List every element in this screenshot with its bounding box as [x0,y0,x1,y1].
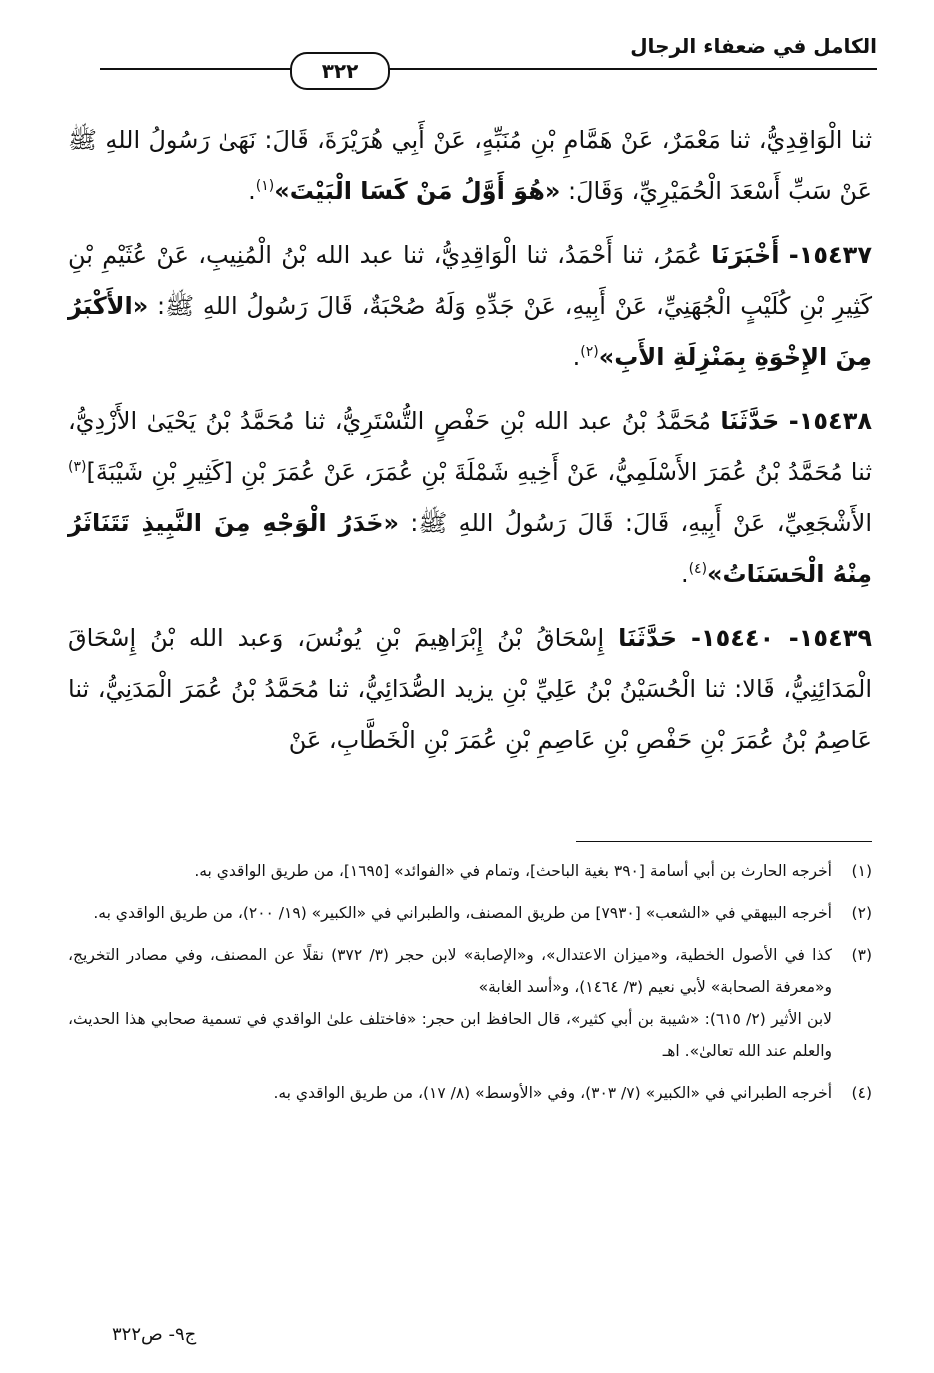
book-title: الكامل في ضعفاء الرجال [630,34,877,58]
entry-15439 [68,613,872,766]
footnote [68,939,872,1067]
footnote-ref: (٣) [68,459,87,475]
hadith-number: ١٥٤٣٧- [788,241,872,269]
entry-15437 [68,230,872,383]
footnote-line: كذا في الأصول الخطية، و«ميزان الاعتدال»، و«الإصابة» لابن حجر (٣/ ٣٧٢) نقلًا عن المصنف، وفي مصادر التخريج، و«معرفة الصحابة» لأبي نعيم (٣/ ١٤٦٤)، و«أسد الغابة» [68,946,832,996]
footnote-line: أخرجه الحارث بن أبي أسامة [٣٩٠ بغية الباحث]، وتمام في «الفوائد» [١٦٩٥]، من طريق الواقدي به. [194,862,832,880]
footnote [68,897,872,929]
entry-continuation [68,115,872,217]
hadith-number: ١٥٤٣٨- [788,407,872,435]
entry-end: . [572,343,581,371]
hadith-quote: «خَدَرُ الْوَجْهِ مِنَ النَّبِيذِ تَتَنَاثَرُ مِنْهُ الْحَسَنَاتُ» [68,509,872,588]
footnote-text [68,939,832,1067]
narration-word: حَدَّثَنَا [618,624,678,652]
footnote-line: أخرجه البيهقي في «الشعب» [٧٩٣٠] من طريق المصنف، والطبراني في «الكبير» (١٩/ ٢٠٠)، من طريق الواقدي به. [93,904,832,922]
footnote-ref: (٢) [580,344,599,360]
footnote [68,1077,872,1109]
footnote-number: (٣) [851,946,872,964]
entry-end: . [248,177,256,205]
footnote-text [68,1077,832,1109]
entry-text: إِسْحَاقُ بْنُ إِبْرَاهِيمَ بْنِ يُونُسَ، وَعبد الله بْنُ إِسْحَاقَ الْمَدَائِنِيُّ، قَالا: ثنا الْحُسَيْنُ بْنُ عَلِيِّ بْنِ يزيد الصُّدَائِيُّ، ثنا مُحَمَّدُ بْنُ عُمَرَ الْمَدَنِيُّ، ثنا عَاصِمُ بْنُ عُمَرَ بْنِ حَفْصِ بْنِ عَاصِمِ بْنِ عُمَرَ بْنِ الْخَطَّابِ، عَنْ [68,624,872,754]
entry-text: مُحَمَّدُ بْنُ عبد الله بْنِ حَفْصٍ التُّسْتَرِيُّ، ثنا مُحَمَّدُ بْنُ يَحْيَىٰ الأَزْدِيُّ، ثنا مُحَمَّدُ بْنُ عُمَرَ الأَسْلَمِيُّ، عَنْ أَخِيهِ شَمْلَةَ بْنِ عُمَرَ، عَنْ عُمَرَ بْنِ [كَثِيرِ بْنِ شَيْبَةَ] [68,407,872,486]
page-number-badge: ٣٢٢ [290,52,390,90]
entry-text: عُمَرُ، ثنا أَحْمَدُ، ثنا الْوَاقِدِيُّ، ثنا عبد الله بْنُ الْمُنِيبِ، عَنْ عُثَيْمِ بْنِ كَثِيرِ بْنِ كُلَيْبٍ الْجُهَنِيِّ، عَنْ أَبِيهِ، عَنْ جَدِّهِ وَلَهُ صُحْبَةٌ، قَالَ رَسُولُ اللهِ ﷺ: [68,241,872,320]
hadith-number: ١٥٤٣٩- ١٥٤٤٠- [690,624,873,652]
footnote-text [68,897,832,929]
main-text [68,115,872,779]
footnote-ref: (٤) [688,561,708,577]
entry-text: ثنا الْوَاقِدِيُّ، ثنا مَعْمَرٌ، عَنْ هَمَّامِ بْنِ مُنَبِّهٍ، عَنْ أَبِي هُرَيْرَةَ، قَالَ: نَهَىٰ رَسُولُ اللهِ ﷺ عَنْ سَبِّ أَسْعَدَ الْحُمَيْرِيِّ، وَقَالَ: [68,126,872,205]
hadith-quote: «هُوَ أَوَّلُ مَنْ كَسَا الْبَيْتَ» [274,177,561,205]
narration-word: حَدَّثَنَا [720,407,780,435]
header-rule [100,68,877,70]
footnote-number: (١) [851,862,872,880]
narration-word: أَخْبَرَنَا [711,241,780,269]
footnote-number: (٤) [851,1084,872,1102]
footnote-separator [576,841,872,842]
footnote-text [68,855,832,887]
hadith-quote: «الأَكْبَرُ مِنَ الإِخْوَةِ بِمَنْزِلَةِ الأَبِ» [68,292,872,371]
page-footer: ج٩- ص٣٢٢ [112,1324,197,1345]
footnote-number: (٢) [851,904,872,922]
footnote-line: لابن الأثير (٢/ ٦١٥): «شيبة بن أبي كثير»، قال الحافظ ابن حجر: «فاختلف علىٰ الواقدي في تسمية صحابي هذا الحديث، والعلم عند الله تعالىٰ». اهـ [68,1010,833,1060]
footnote-line: أخرجه الطبراني في «الكبير» (٧/ ٣٠٣)، وفي «الأوسط» (٨/ ١٧)، من طريق الواقدي به. [273,1084,832,1102]
footnotes [68,855,872,1119]
footnote [68,855,872,887]
entry-text-continued: الأَشْجَعِيِّ، عَنْ أَبِيهِ، قَالَ: قَالَ رَسُولُ اللهِ ﷺ: [399,509,872,537]
running-header [100,28,877,83]
footnote-ref: (١) [255,178,275,194]
entry-15438 [68,396,872,600]
entry-end: . [680,560,689,588]
